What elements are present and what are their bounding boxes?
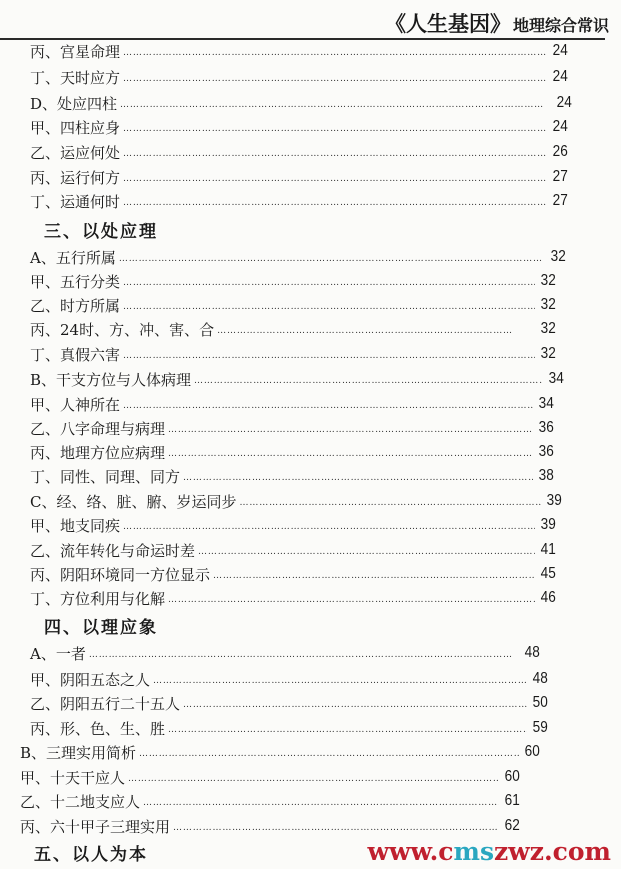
toc-entry[interactable] <box>30 92 572 114</box>
dot-leader <box>123 141 547 163</box>
toc-entry-page: 39 <box>546 492 562 509</box>
toc-entry[interactable] <box>30 539 556 561</box>
toc-entry-label: A、五行所属 <box>30 248 116 267</box>
toc-entry[interactable] <box>30 465 554 487</box>
toc-entry-label: 甲、十天干应人 <box>20 768 126 787</box>
dot-leader <box>168 417 533 439</box>
toc-entry-label: 丙、地理方位应病理 <box>30 443 166 462</box>
toc-entry[interactable] <box>30 490 562 512</box>
watermark-part: zwz.com <box>494 837 611 866</box>
toc-entry-page: 41 <box>540 541 556 558</box>
toc-entry-label: D、处应四柱 <box>30 94 118 113</box>
toc-entry-page: 24 <box>556 94 572 111</box>
dot-leader <box>119 246 545 268</box>
toc-entry-label: 丙、阴阳环境同一方位显示 <box>30 565 211 584</box>
dot-leader <box>120 92 551 114</box>
section-heading[interactable]: 三、以处应理 <box>44 222 158 242</box>
dot-leader <box>123 190 547 212</box>
toc-entry-page: 36 <box>538 443 554 460</box>
toc-entry[interactable] <box>30 141 568 163</box>
toc-entry[interactable] <box>30 587 556 609</box>
toc-entry-label: 丁、方位利用与化解 <box>30 589 166 608</box>
dot-leader <box>123 270 535 292</box>
dot-leader <box>217 318 512 340</box>
toc-entry-page: 24 <box>552 42 568 59</box>
watermark-part: www.c <box>367 837 454 866</box>
toc-entry-page: 34 <box>538 395 554 412</box>
toc-entry-label: 甲、五行分类 <box>30 272 121 291</box>
toc-entry-page: 32 <box>550 248 566 265</box>
toc-entry[interactable] <box>30 343 556 365</box>
section-heading[interactable]: 四、以理应象 <box>44 618 158 638</box>
dot-leader <box>143 790 499 812</box>
toc-entry-label: 丁、天时应方 <box>30 68 121 87</box>
toc-entry[interactable] <box>30 514 556 536</box>
dot-leader <box>198 539 535 561</box>
toc-entry-page: 48 <box>524 644 540 661</box>
dot-leader <box>123 343 535 365</box>
dot-leader <box>213 563 535 585</box>
header-subtitle: 地理综合常识 <box>512 16 609 35</box>
toc-entry-label: B、三理实用简析 <box>20 743 137 762</box>
toc-entry[interactable] <box>20 741 540 763</box>
toc-entry-label: 甲、阴阳五态之人 <box>30 670 151 689</box>
toc-entry-page: 24 <box>552 68 568 85</box>
dot-leader <box>153 668 527 690</box>
section-heading[interactable]: 五、以人为本 <box>34 845 148 865</box>
dot-leader <box>123 166 547 188</box>
toc-entry-page: 60 <box>524 743 540 760</box>
toc-entry-page: 32 <box>540 296 556 313</box>
toc-entry[interactable] <box>30 166 568 188</box>
toc-entry-page: 50 <box>532 694 548 711</box>
dot-leader <box>168 717 527 739</box>
toc-entry[interactable] <box>30 642 540 664</box>
toc-entry-label: 甲、地支同疾 <box>30 516 121 535</box>
dot-leader <box>89 642 519 664</box>
toc-entry-page: 36 <box>538 419 554 436</box>
book-title: 《人生基因》 <box>384 12 511 36</box>
toc-entry-label: 乙、流年转化与命运时差 <box>30 541 196 560</box>
toc-entry[interactable] <box>30 294 556 316</box>
toc-entry-label: 丁、运通何时 <box>30 192 121 211</box>
toc-entry-label: A、一者 <box>30 644 86 663</box>
toc-entry[interactable] <box>30 441 554 463</box>
dot-leader <box>194 368 543 390</box>
dot-leader <box>168 587 535 609</box>
toc-entry[interactable] <box>30 717 548 739</box>
toc-entry[interactable] <box>30 417 554 439</box>
dot-leader <box>183 692 527 714</box>
toc-entry-page: 32 <box>540 345 556 362</box>
toc-entry-page: 62 <box>504 817 520 834</box>
toc-entry[interactable] <box>30 40 568 62</box>
toc-entry[interactable] <box>30 190 568 212</box>
toc-entry[interactable] <box>30 66 568 88</box>
toc-entry-page: 24 <box>552 118 568 135</box>
toc-entry[interactable] <box>20 766 520 788</box>
toc-entry[interactable] <box>30 116 568 138</box>
toc-entry-page: 60 <box>504 768 520 785</box>
toc-entry-label: 丙、形、色、生、胜 <box>30 719 166 738</box>
toc-entry[interactable] <box>30 270 556 292</box>
toc-entry-page: 27 <box>552 192 568 209</box>
dot-leader <box>168 441 533 463</box>
toc-entry-label: 乙、十二地支应人 <box>20 792 141 811</box>
toc-entry-label: 丁、同性、同理、同方 <box>30 467 181 486</box>
dot-leader <box>183 465 533 487</box>
toc-entry-page: 26 <box>552 143 568 160</box>
toc-entry-label: 丁、真假六害 <box>30 345 121 364</box>
dot-leader <box>123 294 535 316</box>
toc-entry-label: 乙、八字命理与病理 <box>30 419 166 438</box>
dot-leader <box>128 766 499 788</box>
toc-entry-label: 乙、阴阳五行二十五人 <box>30 694 181 713</box>
toc-entry-page: 39 <box>540 516 556 533</box>
toc-entry-page: 32 <box>540 320 556 337</box>
toc-entry[interactable] <box>30 692 548 714</box>
toc-entry-label: C、经、络、脏、腑、岁运同步 <box>30 492 237 511</box>
toc-entry-page: 32 <box>540 272 556 289</box>
dot-leader <box>239 490 541 512</box>
toc-entry[interactable] <box>30 563 556 585</box>
toc-entry-page: 61 <box>504 792 520 809</box>
dot-leader <box>139 741 519 763</box>
toc-entry-label: 丙、24时、方、冲、害、合 <box>30 320 215 339</box>
toc-entry[interactable] <box>30 368 564 390</box>
toc-entry[interactable] <box>20 790 520 812</box>
dot-leader <box>123 66 547 88</box>
toc-entry[interactable] <box>30 393 554 415</box>
dot-leader <box>123 514 535 536</box>
dot-leader <box>173 815 499 837</box>
toc-entry-page: 34 <box>548 370 564 387</box>
dot-leader <box>123 116 547 138</box>
toc-entry-page: 27 <box>552 168 568 185</box>
watermark-url <box>368 837 611 866</box>
toc-entry-page: 46 <box>540 589 556 606</box>
toc-entry[interactable] <box>30 668 548 690</box>
toc-entry-label: 乙、运应何处 <box>30 143 121 162</box>
toc-entry-page: 38 <box>538 467 554 484</box>
toc-entry-label: 丙、运行何方 <box>30 168 121 187</box>
toc-entry-label: B、干支方位与人体病理 <box>30 370 192 389</box>
dot-leader <box>123 40 547 62</box>
toc-entry-page: 45 <box>540 565 556 582</box>
dot-leader <box>123 393 533 415</box>
toc-entry-label: 丙、六十甲子三理实用 <box>20 817 171 836</box>
watermark-part: ms <box>453 837 495 866</box>
toc-entry[interactable] <box>30 246 566 268</box>
toc-entry-label: 甲、人神所在 <box>30 395 121 414</box>
toc-entry-label: 丙、宫星命理 <box>30 42 121 61</box>
toc-entry-label: 乙、时方所属 <box>30 296 121 315</box>
toc-entry-label: 甲、四柱应身 <box>30 118 121 137</box>
toc-entry-page: 59 <box>532 719 548 736</box>
toc-entry[interactable] <box>20 815 520 837</box>
toc-entry[interactable] <box>30 318 556 340</box>
toc-entry-page: 48 <box>532 670 548 687</box>
